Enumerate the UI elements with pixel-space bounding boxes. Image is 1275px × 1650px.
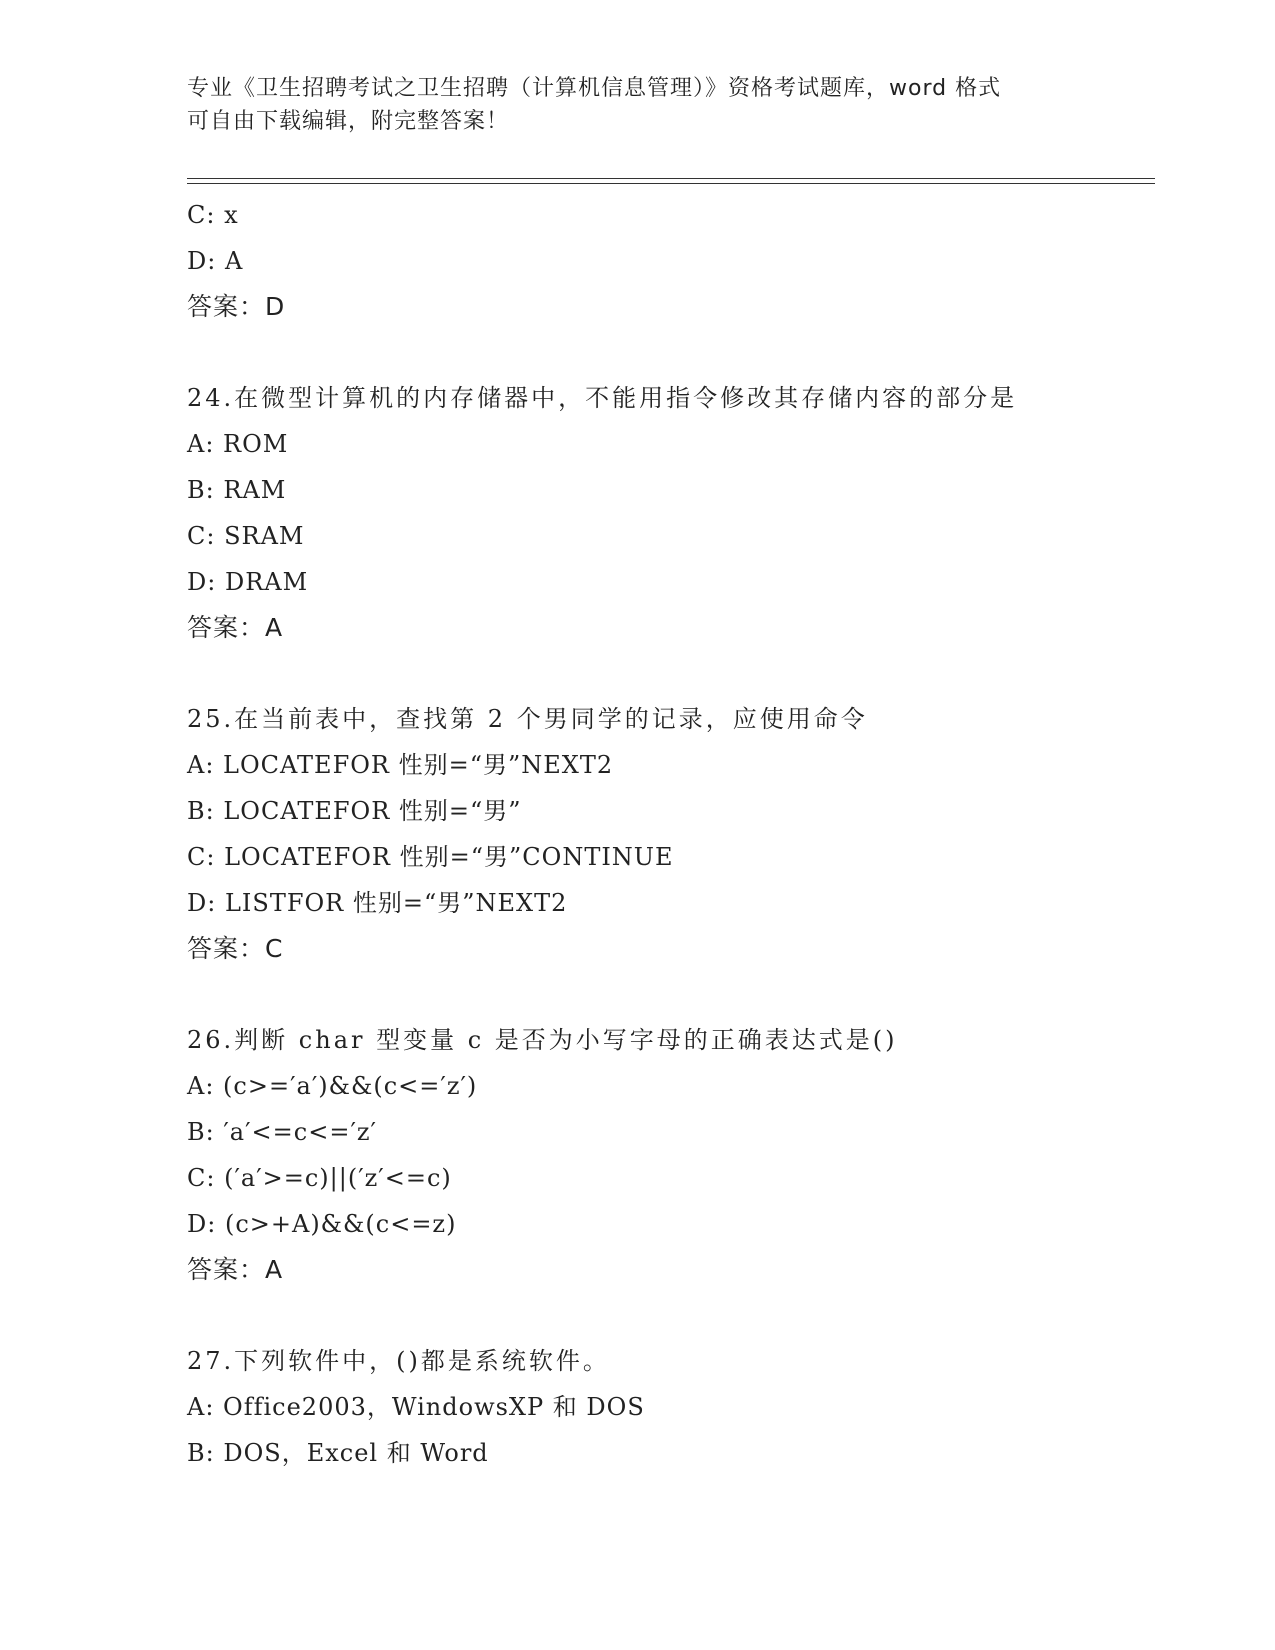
option-b: B: LOCATEFOR 性别=“男” [187,797,522,825]
option-d: D: DRAM [187,568,309,596]
option-d: D: A [187,247,244,275]
question-text: 27.下列软件中，()都是系统软件。 [187,1347,610,1375]
option-a: A: ROM [187,430,289,458]
option-b: B: RAM [187,476,287,504]
question-24 [187,375,1155,651]
option-a: A: Office2003，WindowsXP 和 DOS [187,1393,645,1421]
partial-question [187,192,1155,330]
answer-line: 答案：C [187,934,284,963]
option-c: C: SRAM [187,522,305,550]
header-rule-bottom [187,183,1155,184]
answer-line: 答案：A [187,613,284,642]
option-a: A: LOCATEFOR 性别=“男”NEXT2 [187,751,614,779]
header-rule-top [187,178,1155,179]
header-line-1: 专业《卫生招聘考试之卫生招聘（计算机信息管理）》资格考试题库，word 格式 [187,76,1002,101]
question-26 [187,1017,1155,1293]
option-b: B: DOS，Excel 和 Word [187,1439,489,1467]
header-line-2: 可自由下载编辑，附完整答案！ [187,109,510,134]
option-a: A: (c>=′a′)&&(c<=′z′) [187,1072,478,1100]
question-text: 24.在微型计算机的内存储器中，不能用指令修改其存储内容的部分是 [187,384,1018,412]
question-25 [187,696,1155,972]
question-27 [187,1338,1155,1476]
question-content [187,192,1155,1476]
option-d: D: LISTFOR 性别=“男”NEXT2 [187,889,568,917]
document-header [187,72,1087,138]
answer-line: 答案：A [187,1255,284,1284]
option-c: C: LOCATEFOR 性别=“男”CONTINUE [187,843,674,871]
option-c: C: x [187,201,239,229]
option-b: B: ′a′<=c<=′z′ [187,1118,377,1146]
option-d: D: (c>+A)&&(c<=z) [187,1210,457,1238]
question-text: 25.在当前表中，查找第 2 个男同学的记录，应使用命令 [187,705,868,733]
option-c: C: (′a′>=c)||(′z′<=c) [187,1164,452,1192]
question-text: 26.判断 char 型变量 c 是否为小写字母的正确表达式是() [187,1026,898,1054]
answer-line: 答案：D [187,292,286,321]
